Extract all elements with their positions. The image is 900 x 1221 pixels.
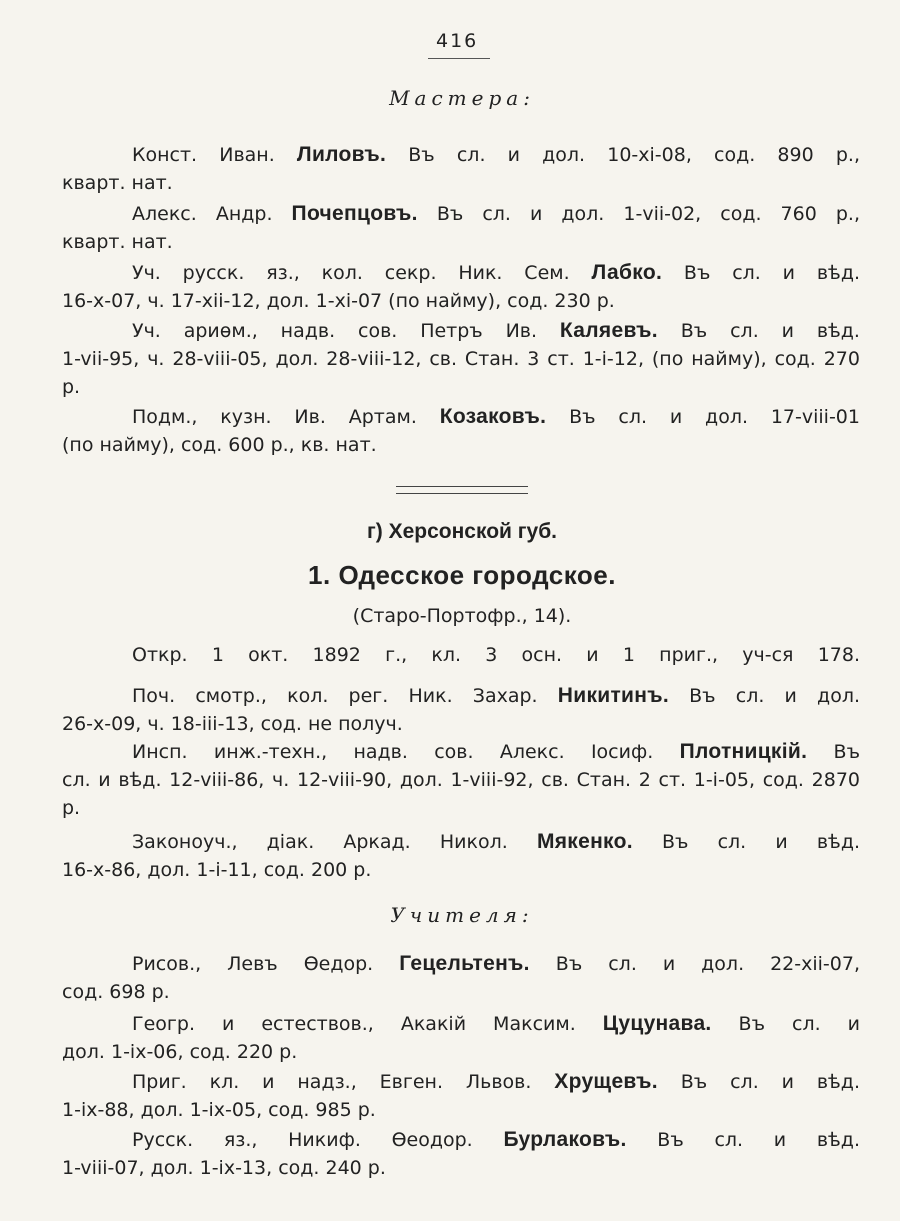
master-entry: Конст. Иван. Лиловъ. Въ сл. и дол. 10-xi-08, сод. 890 р., кварт. нат. xyxy=(62,143,860,194)
person-name: Лабко. xyxy=(591,261,663,284)
person-name: Каляевъ. xyxy=(559,319,658,342)
section-divider xyxy=(396,486,528,494)
person-name: Почепцовъ. xyxy=(291,202,418,225)
person-name: Хрущевъ. xyxy=(554,1070,658,1093)
person-name: Цуцунава. xyxy=(602,1012,712,1035)
master-entry: Подм., кузн. Ив. Артам. Козаковъ. Въ сл. и дол. 17-viii-01 (по найму), сод. 600 р., кв. нат. xyxy=(62,405,860,456)
person-name: Лиловъ. xyxy=(296,143,387,166)
school-address: (Старо-Портофр., 14). xyxy=(352,605,572,627)
master-entry: Алекс. Андр. Почепцовъ. Въ сл. и дол. 1-vii-02, сод. 760 р., кварт. нат. xyxy=(62,202,860,253)
teacher-entry: Геогр. и естествов., Акакій Максим. Цуцунава. Въ сл. и дол. 1-ix-06, сод. 220 р. xyxy=(62,1012,860,1063)
master-entry: Уч. русск. яз., кол. секр. Ник. Сем. Лабко. Въ сл. и вѣд. 16-х-07, ч. 17-xii-12, дол. 1-xi-07 (по найму), сод. 230 р. xyxy=(62,261,860,312)
school-opened: Откр. 1 окт. 1892 г., кл. 3 осн. и 1 приг., уч-ся 178. xyxy=(132,644,860,666)
page-number: 416 xyxy=(436,30,479,52)
teacher-entry: Приг. кл. и надз., Евген. Львов. Хрущевъ. Въ сл. и вѣд. 1-ix-88, дол. 1-ix-05, сод. 985 р. xyxy=(62,1070,860,1121)
masters-heading: Мастера: xyxy=(389,86,535,110)
teacher-entry: Русск. яз., Никиф. Ѳеодор. Бурлаковъ. Въ сл. и вѣд. 1-viii-07, дол. 1-ix-13, сод. 240 р. xyxy=(62,1128,860,1179)
person-name: Бурлаковъ. xyxy=(503,1128,627,1151)
staff-entry: Законоуч., діак. Аркад. Никол. Мякенко. Въ сл. и вѣд. 16-х-86, дол. 1-i-11, сод. 200 р. xyxy=(62,830,860,881)
person-name: Никитинъ. xyxy=(557,684,669,707)
person-name: Гецельтенъ. xyxy=(399,952,530,975)
staff-entry: Поч. смотр., кол. рег. Ник. Захар. Никитинъ. Въ сл. и дол. 26-х-09, ч. 18-iii-13, сод. не получ. xyxy=(62,684,860,735)
person-name: Мякенко. xyxy=(536,830,633,853)
page-number-rule xyxy=(428,58,490,59)
person-name: Плотницкій. xyxy=(679,740,808,763)
staff-entry: Инсп. инж.-техн., надв. сов. Алекс. Іосиф. Плотницкій. Въ сл. и вѣд. 12-viii-86, ч. 12-viii-90, дол. 1-viii-92, св. Стан. 2 ст. 1-i-05, сод. 2870 р. xyxy=(62,740,860,819)
region-heading: г) Херсонской губ. xyxy=(367,520,557,543)
teacher-entry: Рисов., Левъ Ѳедор. Гецельтенъ. Въ сл. и дол. 22-xii-07, сод. 698 р. xyxy=(62,952,860,1003)
master-entry: Уч. ариѳм., надв. сов. Петръ Ив. Каляевъ. Въ сл. и вѣд. 1-vii-95, ч. 28-viii-05, дол. 28-viii-12, св. Стан. 3 ст. 1-i-12, (по найму), сод. 270 р. xyxy=(62,319,860,398)
school-title: 1. Одесское городское. xyxy=(308,560,616,590)
person-name: Козаковъ. xyxy=(439,405,547,428)
teachers-heading: Учителя: xyxy=(390,903,534,927)
